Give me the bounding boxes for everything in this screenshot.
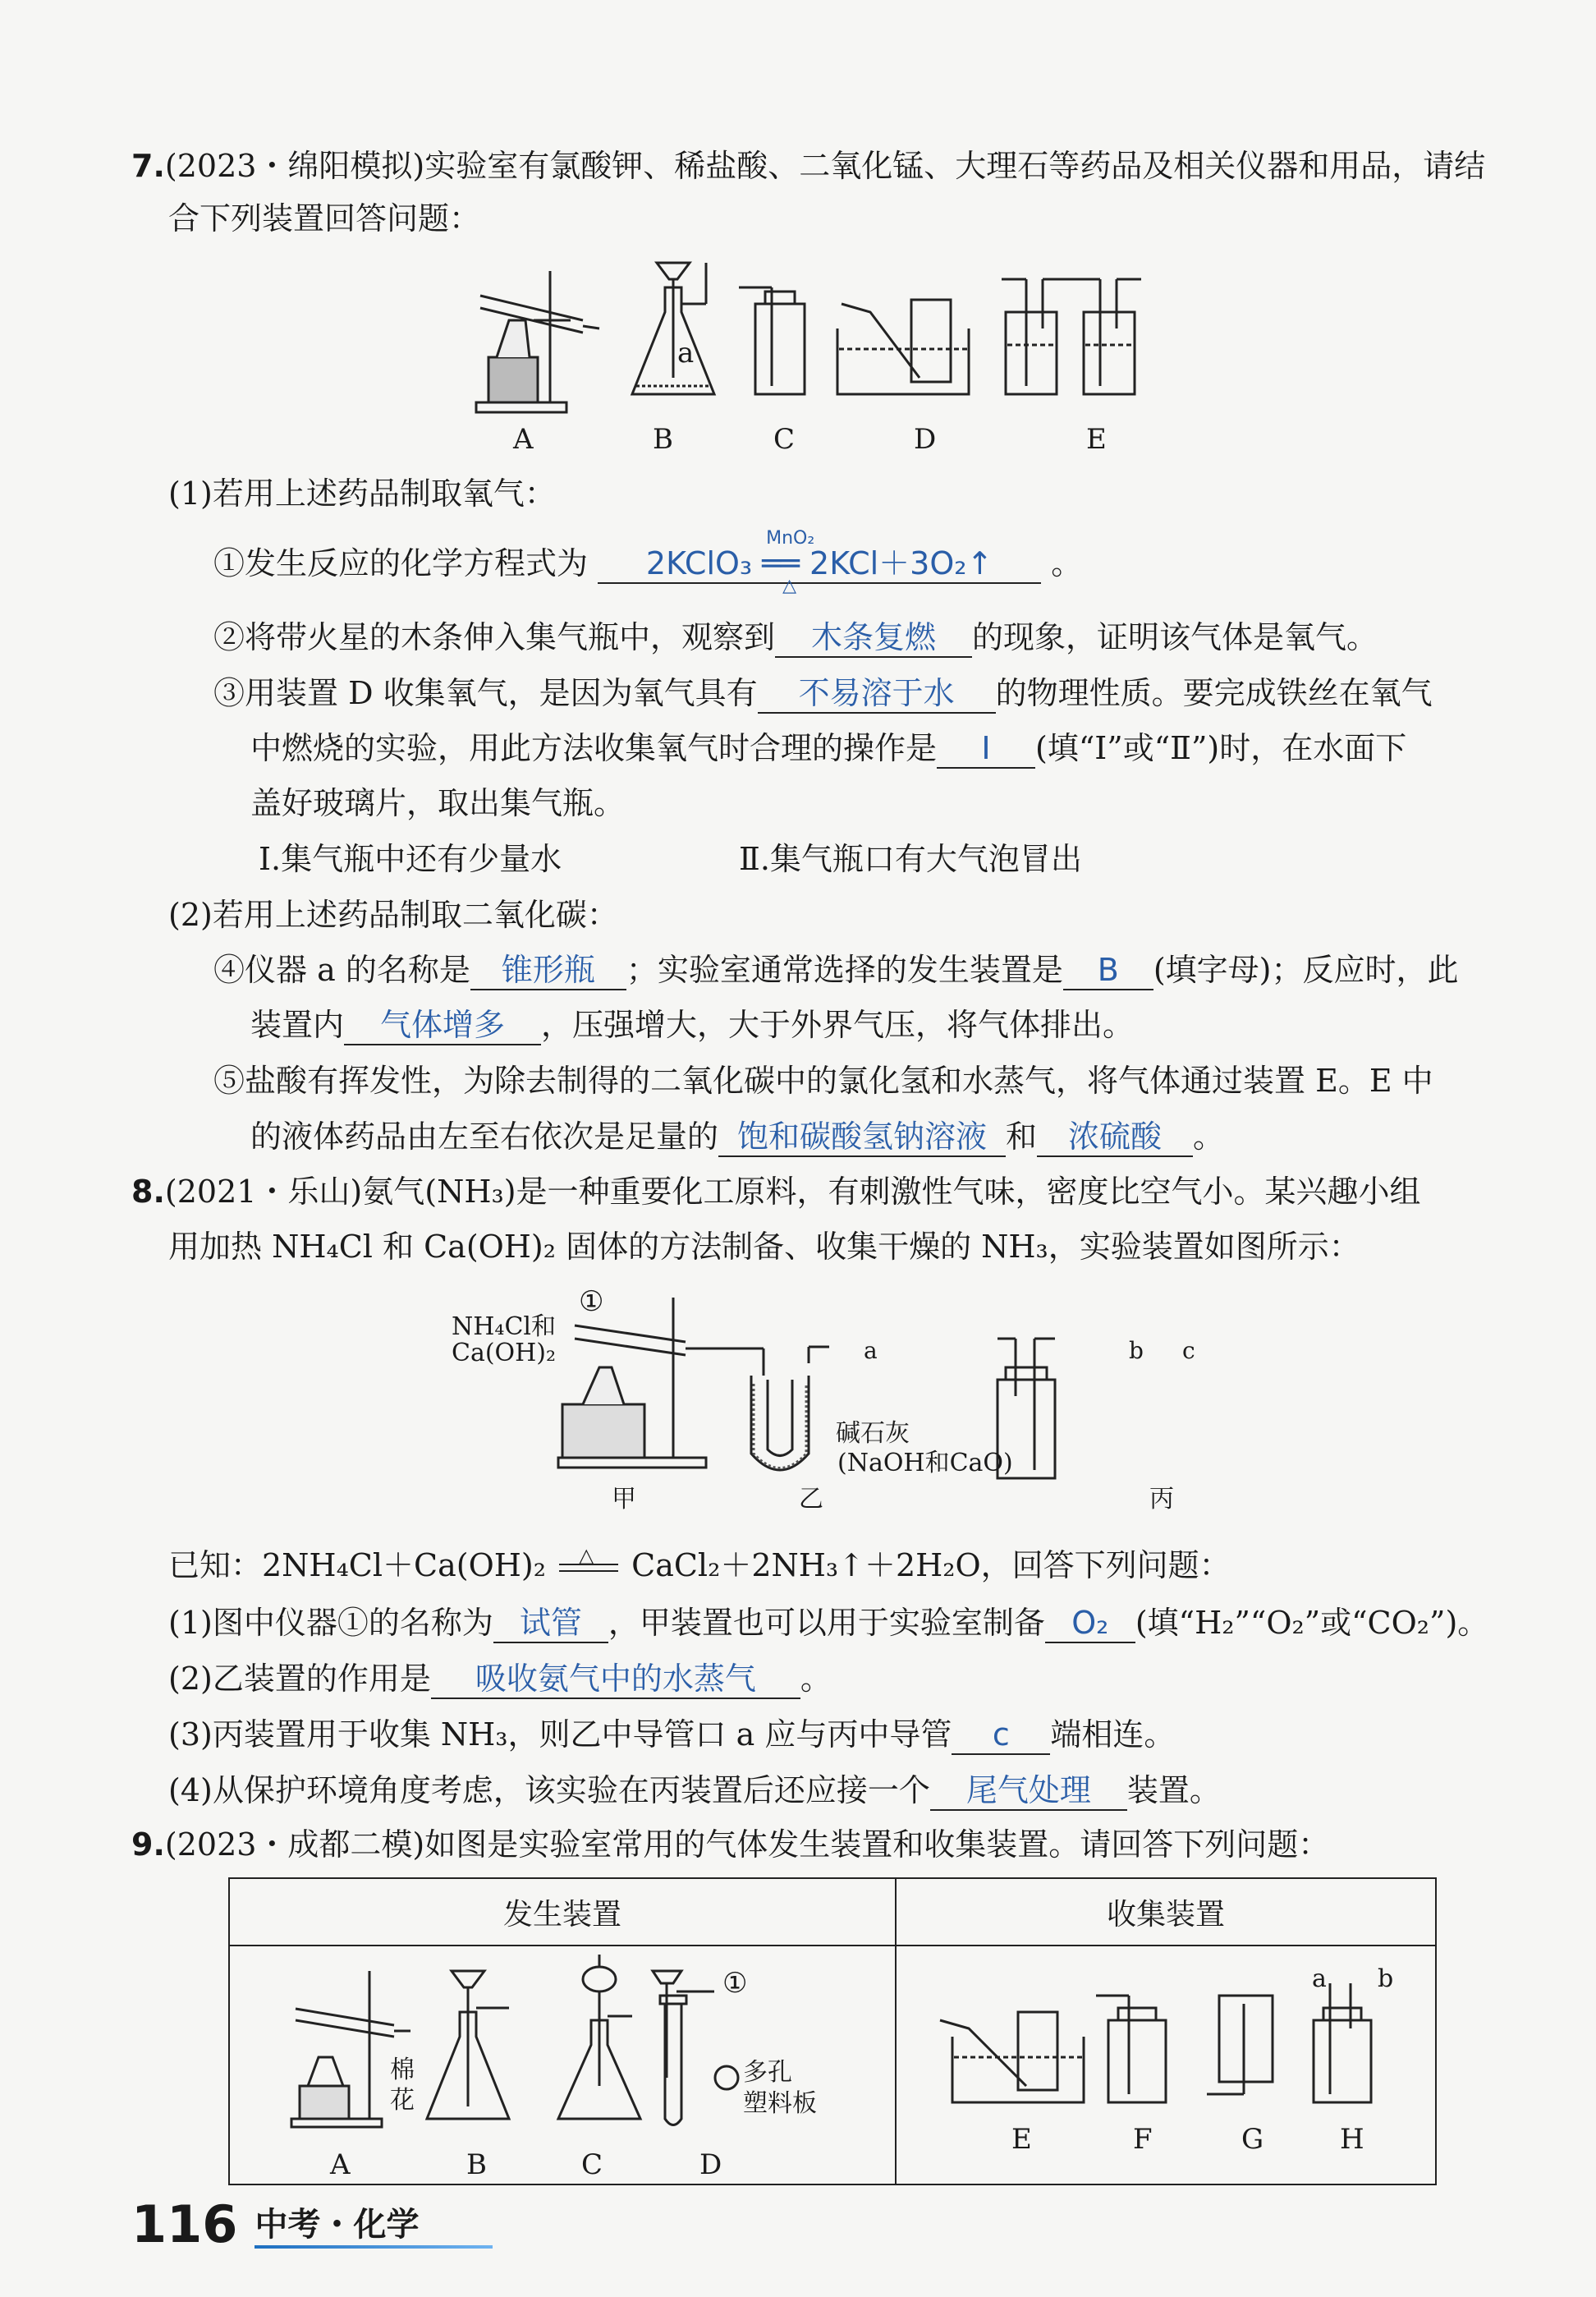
q9-gen-label-1: B — [466, 2148, 487, 2181]
q8-s1 — [168, 1601, 1488, 1644]
q8-s2-answer: 吸收氨气中的水蒸气 — [431, 1660, 800, 1699]
q9-col-label-1: F — [1133, 2123, 1153, 2156]
q8-fig-jia: 甲 — [612, 1485, 636, 1514]
q7-apparatus-a — [476, 271, 599, 412]
q7-fig-label-2: C — [773, 423, 796, 456]
q9-cotton-1: 棉 — [390, 2056, 415, 2084]
q9-number: 9. — [131, 1826, 165, 1863]
q8-fig-c: c — [1182, 1337, 1195, 1364]
q9-apparatus-e — [940, 2012, 1084, 2102]
q8-known-pre: 已知：2NH₄Cl＋Ca(OH)₂ — [168, 1547, 546, 1583]
q9-apparatus-b — [427, 1971, 509, 2119]
q8-s1-post: (填“H₂”“O₂”或“CO₂”)。 — [1135, 1605, 1489, 1641]
q8-fig-yi: 乙 — [799, 1485, 823, 1514]
q8-line2: 用加热 NH₄Cl 和 Ca(OH)₂ 固体的方法制备、收集干燥的 NH₃，实验装置如图所示： — [168, 1229, 1360, 1265]
q7-number: 7. — [131, 148, 165, 184]
page-footer — [131, 2194, 420, 2254]
q9-col-header-generation: 发生装置 — [229, 1878, 896, 1946]
q7-s4b-post: ，压强增大，大于外界气压，将气体排出。 — [541, 1007, 1135, 1043]
q8-fig-circle-1: ① — [579, 1285, 604, 1318]
q7-s2-answer: 木条复燃 — [775, 618, 972, 658]
q8-s2-pre: (2)乙装置的作用是 — [168, 1661, 431, 1697]
q7-option-1: Ⅰ.集气瓶中还有少量水 — [259, 841, 562, 877]
q7-s1-answer — [598, 528, 1041, 596]
q7-s3-post: 的物理性质。要完成铁丝在氧气 — [995, 675, 1433, 711]
q7-s5b-answer-1: 饱和碳酸氢钠溶液 — [718, 1118, 1006, 1157]
q8-s4-answer: 尾气处理 — [930, 1771, 1127, 1811]
q7-s3-answer: 不易溶于水 — [758, 674, 996, 714]
q7-fig-label-0: A — [513, 423, 534, 456]
q7-s4-answer-2: B — [1063, 951, 1153, 990]
q8-s2-post: 。 — [800, 1661, 832, 1697]
q7-s2 — [213, 616, 1378, 659]
q7-s4b — [250, 1004, 1134, 1046]
q7-s5b-answer-2: 浓硫酸 — [1037, 1118, 1193, 1157]
q7-s1-text: ①发生反应的化学方程式为 — [213, 545, 589, 581]
q8-s4-post: 装置。 — [1126, 1772, 1221, 1808]
q9-stem-1: (2023・成都二模)如图是实验室常用的气体发生装置和收集装置。请回答下列问题： — [164, 1826, 1330, 1863]
q7-s3b-pre: 中燃烧的实验，用此方法收集氧气时合理的操作是 — [250, 730, 938, 766]
q7-s5b — [250, 1115, 1224, 1158]
q7-fig-label-3: D — [914, 423, 937, 456]
q8-stem-1: (2021・乐山)氨气(NH₃)是一种重要化工原料，有刺激性气味，密度比空气小。某兴趣小组 — [164, 1174, 1421, 1210]
q7-s2-post: 的现象，证明该气体是氧气。 — [972, 619, 1378, 655]
q7-apparatus-b — [632, 263, 714, 394]
q9-gen-label-0: A — [330, 2148, 351, 2181]
footer-accent-bar — [255, 2245, 493, 2249]
q7-fig-label-1: B — [653, 423, 673, 456]
q9-apparatus-h — [1314, 1983, 1371, 2102]
q8-fig-soda-1: 碱石灰 — [836, 1419, 910, 1448]
q7-s4b-answer: 气体增多 — [344, 1006, 541, 1045]
q8-known — [168, 1544, 1231, 1587]
q7-part1: (1)若用上述药品制取氧气： — [168, 475, 556, 512]
q8-s2 — [168, 1657, 832, 1700]
q8-s3-pre: (3)丙装置用于收集 NH₃，则乙中导管口 a 应与丙中导管 — [168, 1716, 952, 1753]
q9-cotton-2: 花 — [390, 2086, 415, 2115]
q8-fig-bing: 丙 — [1149, 1485, 1174, 1514]
page-number: 116 — [131, 2194, 238, 2254]
q7-s1-answer-text: 2KClO₃ ══ 2KCl＋3O₂↑ — [645, 545, 993, 581]
q8-fig-reagent-1: NH₄Cl和 — [452, 1312, 556, 1341]
q7-s3c: 盖好玻璃片，取出集气瓶。 — [250, 785, 626, 821]
q9-gen-label-2: C — [581, 2148, 603, 2181]
q7-apparatus-e — [1002, 279, 1141, 394]
q8-fig-a: a — [864, 1337, 878, 1364]
q8-s1-answer-2: O₂ — [1045, 1604, 1135, 1643]
q9-line1 — [131, 1823, 1329, 1866]
q8-s4 — [168, 1769, 1221, 1812]
q9-plate-2: 塑料板 — [743, 2089, 817, 2118]
q7-s4-pre: ④仪器 a 的名称是 — [213, 952, 470, 988]
q7-s5b-pre: 的液体药品由左至右依次是足量的 — [250, 1119, 719, 1155]
q9-label-b: b — [1378, 1964, 1394, 1993]
q7-line1 — [131, 145, 1485, 187]
q8-fig-b: b — [1129, 1337, 1144, 1364]
q7-s4b-pre: 装置内 — [250, 1007, 345, 1043]
q9-col-header-collection: 收集装置 — [896, 1878, 1436, 1946]
q8-s3 — [168, 1713, 1175, 1756]
q8-fig-reagent-2: Ca(OH)₂ — [452, 1339, 557, 1367]
q7-s4-mid: ；实验室通常选择的发生装置是 — [626, 952, 1063, 988]
q8-line1 — [131, 1170, 1421, 1213]
q7-s1-cond-bot: △ — [782, 576, 797, 596]
q8-known-post: CaCl₂＋2NH₃↑＋2H₂O，回答下列问题： — [631, 1547, 1231, 1583]
q7-s3 — [213, 672, 1433, 714]
q9-label-a: a — [1312, 1964, 1327, 1993]
q9-gen-label-3: D — [699, 2148, 722, 2181]
q9-apparatus-f — [1096, 1996, 1166, 2102]
q7-s4 — [213, 949, 1459, 991]
q7-s2-pre: ②将带火星的木条伸入集气瓶中，观察到 — [213, 619, 776, 655]
q9-col-label-0: E — [1011, 2123, 1032, 2156]
q7-s4-answer-1: 锥形瓶 — [470, 951, 626, 990]
q8-apparatus-jia — [558, 1298, 764, 1468]
q7-s5: ⑤盐酸有挥发性，为除去制得的二氧化碳中的氯化氢和水蒸气，将气体通过装置 E。E 中 — [213, 1063, 1433, 1099]
book-title: 中考・化学 — [255, 2206, 420, 2244]
q9-col-label-3: H — [1340, 2123, 1364, 2156]
q8-s3-answer: c — [952, 1716, 1050, 1755]
q7-line2: 合下列装置回答问题： — [168, 200, 481, 237]
q7-s1-post: 。 — [1051, 545, 1083, 581]
q7-s3b-answer: Ⅰ — [937, 729, 1035, 769]
q8-fig-soda-2: (NaOH和CaO) — [837, 1449, 1013, 1477]
q9-collection-figure — [936, 1979, 1412, 2147]
q7-s5b-mid: 和 — [1006, 1119, 1038, 1155]
q7-part2: (2)若用上述药品制取二氧化碳： — [168, 897, 618, 933]
q7-apparatus-c — [739, 287, 805, 394]
q9-plate-1: 多孔 — [743, 2058, 792, 2087]
q8-known-condition — [556, 1543, 621, 1585]
q8-s1-answer-1: 试管 — [493, 1604, 608, 1643]
q9-apparatus-g — [1207, 1996, 1273, 2094]
q9-apparatus-c — [558, 1955, 640, 2119]
q8-known-cond-text: △ — [579, 1543, 594, 1567]
q9-circle-1: ① — [722, 1967, 748, 2000]
q7-fig-label-a-tube: a — [677, 337, 695, 370]
q7-s3b-post: (填“Ⅰ”或“Ⅱ”)时，在水面下 — [1035, 730, 1407, 766]
q8-number: 8. — [131, 1174, 165, 1210]
q7-s5b-post: 。 — [1193, 1119, 1225, 1155]
q8-s1-mid: ，甲装置也可以用于实验室制备 — [608, 1605, 1045, 1641]
q7-s1 — [213, 528, 1083, 596]
q8-s1-pre: (1)图中仪器①的名称为 — [168, 1605, 493, 1641]
q8-s4-pre: (4)从保护环境角度考虑，该实验在丙装置后还应接一个 — [168, 1772, 930, 1808]
q7-stem-1: (2023・绵阳模拟)实验室有氯酸钾、稀盐酸、二氧化锰、大理石等药品及相关仪器和用品，请结 — [164, 148, 1486, 184]
q7-s3-pre: ③用装置 D 收集氧气，是因为氧气具有 — [213, 675, 758, 711]
q7-apparatus-d — [837, 300, 969, 394]
q8-s3-post: 端相连。 — [1050, 1716, 1176, 1753]
q7-option-2: Ⅱ.集气瓶口有大气泡冒出 — [739, 841, 1082, 877]
q7-s1-cond-top: MnO₂ — [766, 528, 815, 549]
q7-s3b — [250, 727, 1406, 769]
q7-fig-label-4: E — [1086, 423, 1107, 456]
q7-s4-post: (填字母)；反应时，此 — [1153, 952, 1459, 988]
q9-col-label-2: G — [1241, 2123, 1264, 2156]
